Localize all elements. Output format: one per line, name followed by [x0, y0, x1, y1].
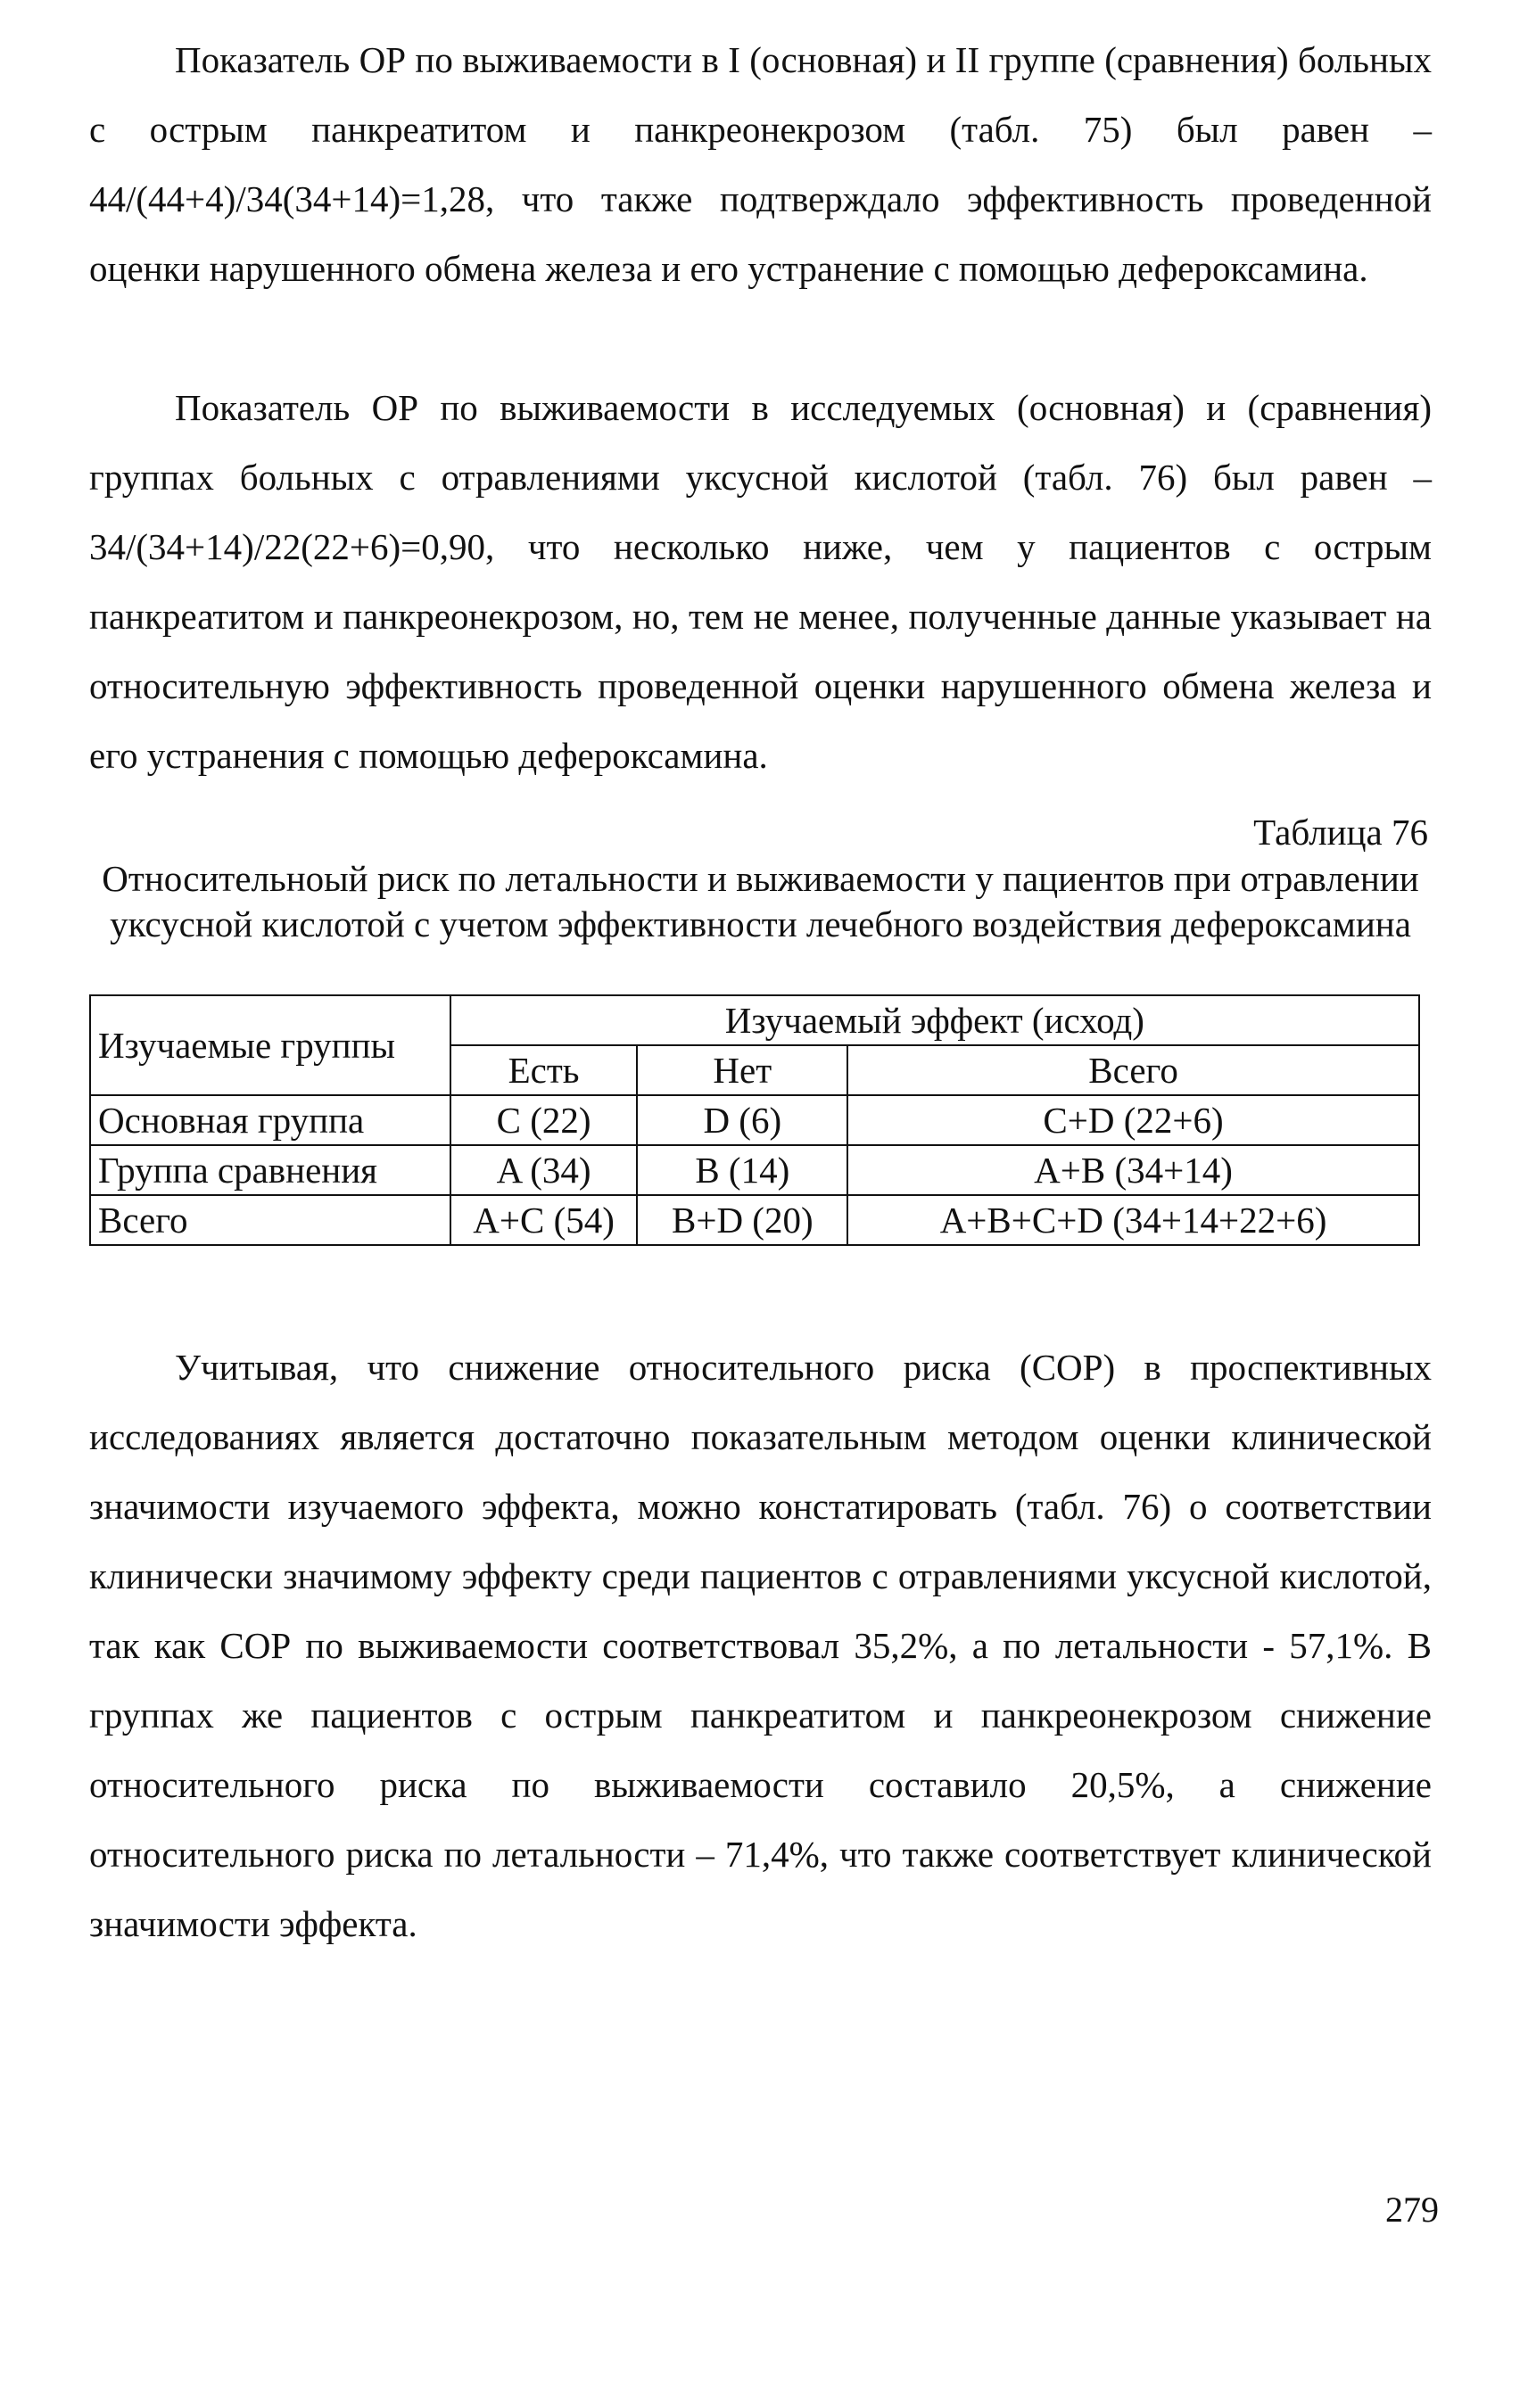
table-number-label: Таблица 76	[1253, 812, 1428, 853]
table-row	[90, 1195, 1419, 1245]
table-cell: A+B+C+D (34+14+22+6)	[847, 1195, 1419, 1245]
page-number: 279	[1385, 2189, 1439, 2230]
table-caption: Относительноый риск по летальности и выживаемости у пациентов при отравлении уксусной кислотой с учетом эффективности лечебного воздействия дефероксамина	[102, 858, 1419, 944]
table-cell: D (6)	[637, 1095, 847, 1145]
table-row	[90, 1145, 1419, 1195]
subheader-total: Всего	[847, 1045, 1419, 1095]
table-cell: C+D (22+6)	[847, 1095, 1419, 1145]
table-cell: A (34)	[450, 1145, 638, 1195]
table-row	[90, 1095, 1419, 1145]
table-cell: B (14)	[637, 1145, 847, 1195]
subheader-present: Есть	[450, 1045, 638, 1095]
subheader-absent: Нет	[637, 1045, 847, 1095]
table-cell: C (22)	[450, 1095, 638, 1145]
table-cell: B+D (20)	[637, 1195, 847, 1245]
header-study-groups: Изучаемые группы	[90, 995, 450, 1095]
paragraph-survival-pancreatitis: Показатель ОР по выживаемости в I (основная) и II группе (сравнения) больных с острым панкреатитом и панкреонекрозом (табл. 75) был равен – 44/(44+4)/34(34+14)=1,28, что также подтверждало эффективность проведенной оценки нарушенного обмена железа и его устранение с помощью дефероксамина.	[89, 39, 1432, 289]
paragraph-risk-reduction: Учитывая, что снижение относительного риска (СОР) в проспективных исследованиях является достаточно показательным методом оценки клинической значимости изучаемого эффекта, можно констатировать (табл. 76) о соответствии клинически значимому эффекту среди пациентов с отравлениями уксусной кислотой, так как СОР по выживаемости соответствовал 35,2%, а по летальности - 57,1%. В группах же пациентов с острым панкреатитом и панкреонекрозом снижение относительного риска по выживаемости составило 20,5%, а снижение относительного риска по летальности – 71,4%, что также соответствует клинической значимости эффекта.	[89, 1347, 1432, 1944]
table-cell: A+C (54)	[450, 1195, 638, 1245]
row-label: Группа сравнения	[90, 1145, 450, 1195]
table-cell: A+B (34+14)	[847, 1145, 1419, 1195]
table-header-row	[90, 995, 1419, 1045]
relative-risk-table	[89, 994, 1420, 1246]
header-studied-effect: Изучаемый эффект (исход)	[450, 995, 1419, 1045]
row-label: Всего	[90, 1195, 450, 1245]
paragraph-survival-acetic-acid: Показатель ОР по выживаемости в исследуемых (основная) и (сравнения) группах больных с отравлениями уксусной кислотой (табл. 76) был равен – 34/(34+14)/22(22+6)=0,90, что несколько ниже, чем у пациентов с острым панкреатитом и панкреонекрозом, но, тем не менее, полученные данные указывает на относительную эффективность проведенной оценки нарушенного обмена железа и его устранения с помощью дефероксамина.	[89, 387, 1432, 776]
row-label: Основная группа	[90, 1095, 450, 1145]
